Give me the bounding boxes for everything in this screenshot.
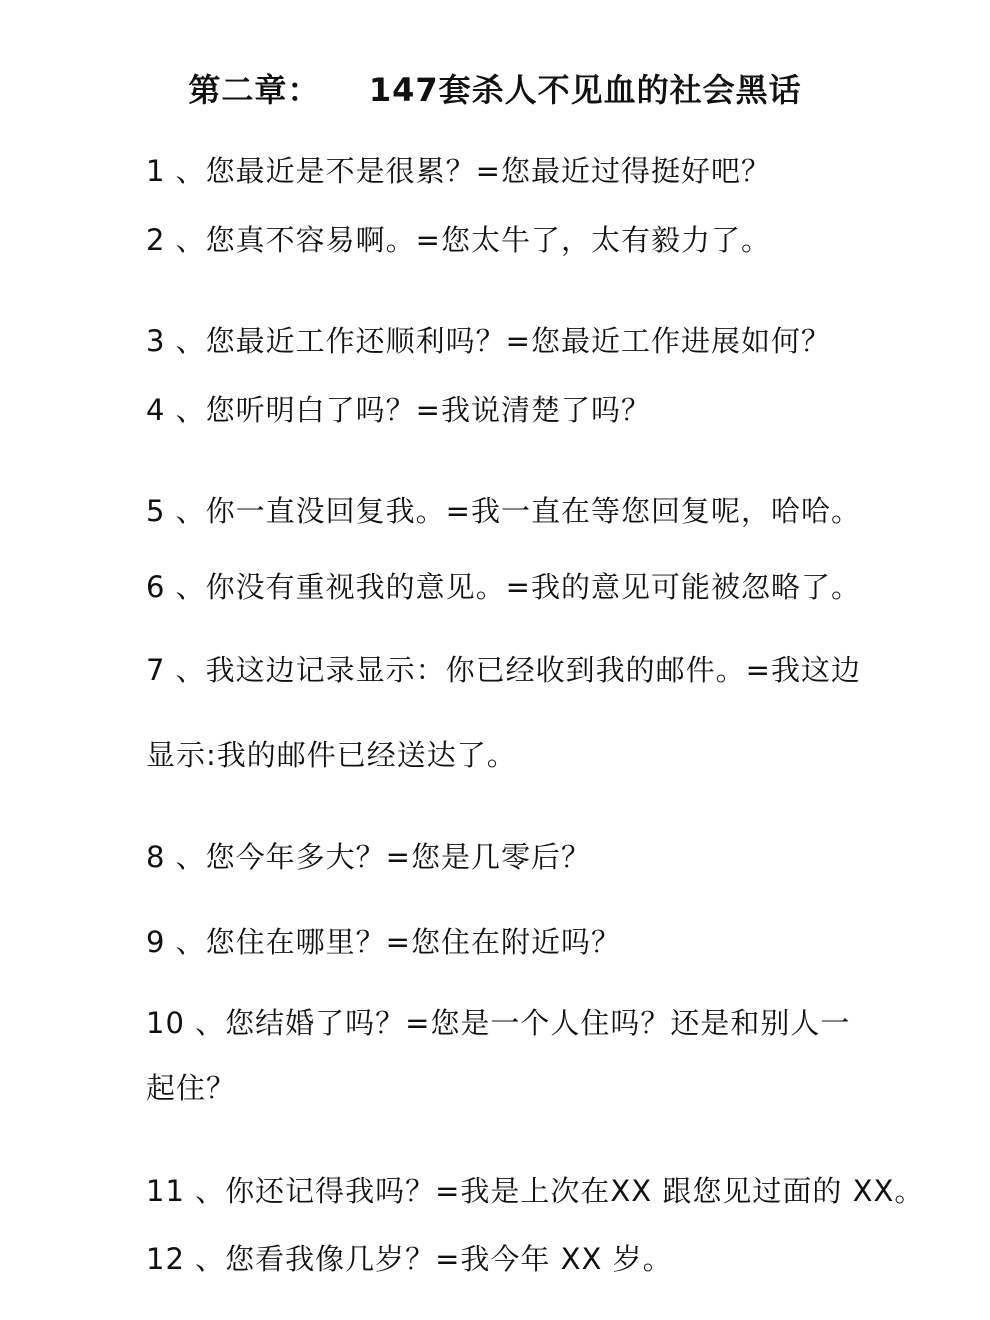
- text-line-8: 8 、您今年多大？=您是几零后？: [146, 840, 591, 874]
- text-line-10: 10 、您结婚了吗？=您是一个人住吗？还是和别人一: [146, 1006, 851, 1040]
- text-line-3: 3 、您最近工作还顺利吗？=您最近工作进展如何？: [146, 324, 831, 358]
- text-line-9: 9 、您住在哪里？=您住在附近吗？: [146, 925, 621, 959]
- text-line-6: 6 、你没有重视我的意见。=我的意见可能被忽略了。: [146, 570, 861, 604]
- text-line-7-continued: 显示:我的邮件已经送达了。: [146, 738, 517, 772]
- text-line-11: 11 、你还记得我吗？=我是上次在XX 跟您见过面的 XX。: [146, 1174, 925, 1208]
- text-line-1: 1 、您最近是不是很累？=您最近过得挺好吧？: [146, 154, 771, 188]
- text-line-4: 4 、您听明白了吗？=我说清楚了吗？: [146, 393, 651, 427]
- text-line-7: 7 、我这边记录显示：你已经收到我的邮件。=我这边: [146, 653, 861, 687]
- text-line-12: 12 、您看我像几岁？=我今年 XX 岁。: [146, 1242, 673, 1276]
- text-line-5: 5 、你一直没回复我。=我一直在等您回复呢，哈哈。: [146, 494, 861, 528]
- chapter-title: 第二章： 147套杀人不见血的社会黑话: [188, 71, 802, 109]
- text-line-2: 2 、您真不容易啊。=您太牛了，太有毅力了。: [146, 223, 771, 257]
- text-line-10-continued: 起住？: [146, 1071, 237, 1105]
